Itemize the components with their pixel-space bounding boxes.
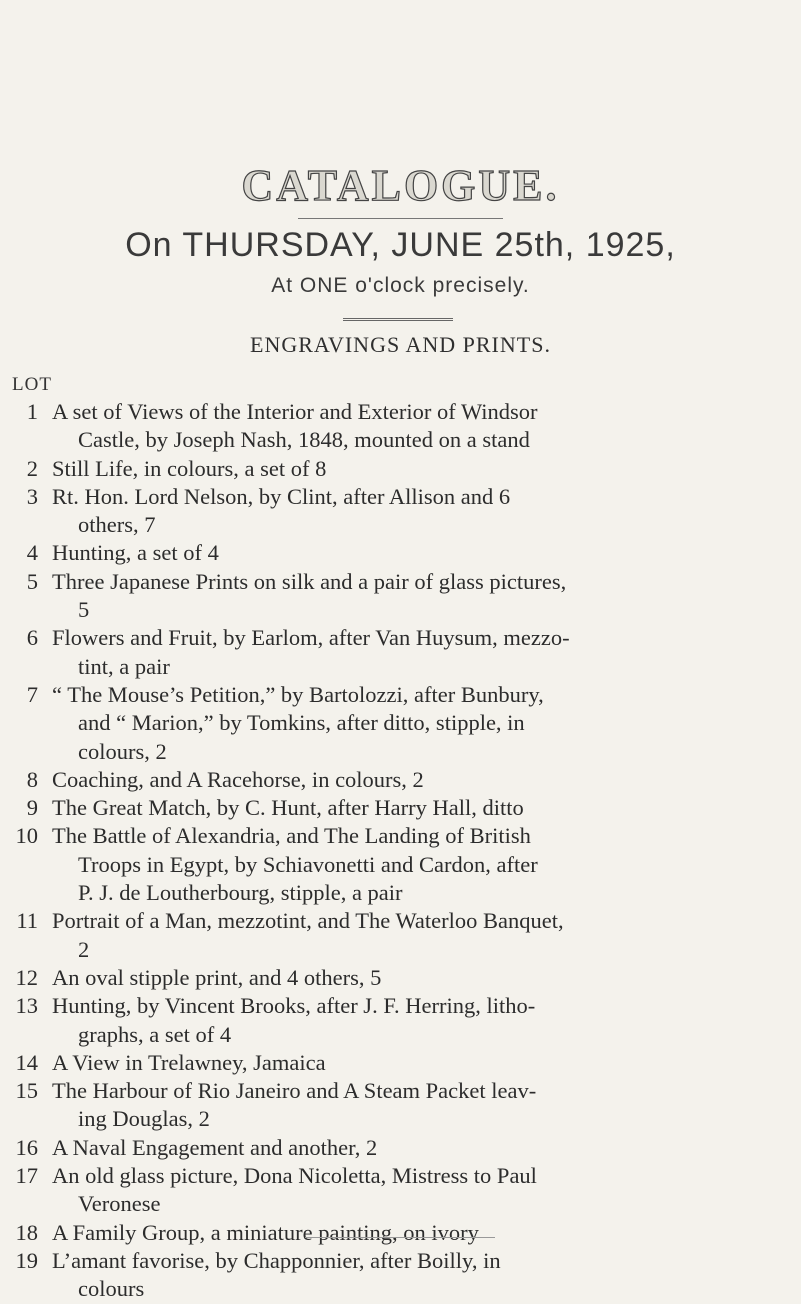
lot-number: 15 bbox=[15, 1078, 38, 1104]
lot-number: 2 bbox=[26, 455, 38, 481]
lot-entry bbox=[0, 1219, 801, 1247]
lot-description-line: ing Douglas, 2 bbox=[78, 1106, 210, 1132]
lot-entry bbox=[0, 794, 801, 822]
lot-entry bbox=[0, 1077, 801, 1134]
lot-description-line: Portrait of a Man, mezzotint, and The Waterloo Banquet, bbox=[52, 908, 564, 934]
lot-description-line: Coaching, and A Racehorse, in colours, 2 bbox=[52, 766, 424, 792]
title-rule bbox=[298, 218, 503, 219]
lot-entry bbox=[0, 398, 801, 455]
lot-description bbox=[52, 1247, 780, 1304]
lot-description bbox=[52, 681, 780, 766]
lot-description bbox=[52, 483, 780, 540]
lot-number: 19 bbox=[15, 1247, 38, 1273]
lot-entry bbox=[0, 992, 801, 1049]
lot-entry bbox=[0, 624, 801, 681]
lot-description-line: Still Life, in colours, a set of 8 bbox=[52, 455, 327, 481]
lot-description bbox=[52, 964, 780, 992]
lot-number: 4 bbox=[26, 540, 38, 566]
lot-description-line: The Great Match, by C. Hunt, after Harry Hall, ditto bbox=[52, 795, 524, 821]
lot-description-line: The Harbour of Rio Janeiro and A Steam Packet leav- bbox=[52, 1078, 537, 1104]
lot-description bbox=[52, 1077, 780, 1134]
lot-description-line: colours bbox=[78, 1276, 145, 1302]
lot-entry bbox=[0, 681, 801, 766]
lot-description bbox=[52, 794, 780, 822]
lot-description-line: Veronese bbox=[78, 1191, 161, 1217]
lot-entry bbox=[0, 1049, 801, 1077]
lot-description bbox=[52, 568, 780, 625]
lot-entry bbox=[0, 822, 801, 907]
lot-description-line: Hunting, a set of 4 bbox=[52, 540, 219, 566]
lot-column-label: LOT bbox=[12, 374, 52, 395]
lot-description-line: tint, a pair bbox=[78, 653, 170, 679]
lot-description-line: A set of Views of the Interior and Exterior of Windsor bbox=[52, 399, 538, 424]
lot-number: 9 bbox=[26, 795, 38, 821]
lot-description-line: A Naval Engagement and another, 2 bbox=[52, 1134, 378, 1160]
lot-number: 1 bbox=[26, 399, 38, 424]
lot-description-line: The Battle of Alexandria, and The Landing of British bbox=[52, 823, 531, 849]
lot-description bbox=[52, 766, 780, 794]
lot-entry bbox=[0, 766, 801, 794]
lot-list bbox=[0, 398, 801, 1304]
lot-number: 8 bbox=[26, 766, 38, 792]
lot-entry bbox=[0, 907, 801, 964]
lot-description-line: A View in Trelawney, Jamaica bbox=[52, 1049, 326, 1075]
lot-number: 6 bbox=[26, 625, 38, 651]
end-rule bbox=[305, 1237, 495, 1238]
sale-date: On THURSDAY, JUNE 25th, 1925, bbox=[125, 226, 676, 264]
lot-description-line: graphs, a set of 4 bbox=[78, 1021, 232, 1047]
lot-description bbox=[52, 1134, 780, 1162]
lot-description bbox=[52, 1162, 780, 1219]
lot-number: 18 bbox=[15, 1219, 38, 1245]
lot-description-line: Hunting, by Vincent Brooks, after J. F. Herring, litho- bbox=[52, 993, 536, 1019]
lot-entry bbox=[0, 568, 801, 625]
lot-number: 13 bbox=[15, 993, 38, 1019]
lot-entry bbox=[0, 964, 801, 992]
lot-entry bbox=[0, 1134, 801, 1162]
lot-entry bbox=[0, 483, 801, 540]
lot-description-line: 5 bbox=[78, 597, 90, 623]
lot-description-line: Rt. Hon. Lord Nelson, by Clint, after Allison and 6 bbox=[52, 483, 511, 509]
catalogue-title: CATALOGUE. bbox=[241, 161, 560, 210]
lot-description-line: and “ Marion,” by Tomkins, after ditto, stipple, in bbox=[78, 710, 525, 736]
lot-description bbox=[52, 1219, 780, 1247]
lot-description bbox=[52, 822, 780, 907]
lot-description bbox=[52, 907, 780, 964]
lot-description-line: colours, 2 bbox=[78, 738, 167, 764]
lot-entry bbox=[0, 1162, 801, 1219]
lot-number: 16 bbox=[15, 1134, 38, 1160]
lot-number: 10 bbox=[15, 823, 38, 849]
lot-description-line: P. J. de Loutherbourg, stipple, a pair bbox=[78, 880, 403, 906]
lot-entry bbox=[0, 539, 801, 567]
double-rule bbox=[343, 318, 453, 321]
lot-entry bbox=[0, 455, 801, 483]
lot-description-line: Troops in Egypt, by Schiavonetti and Cardon, after bbox=[78, 851, 538, 877]
lot-description-line: A Family Group, a miniature painting, on ivory bbox=[52, 1219, 479, 1245]
lot-description bbox=[52, 539, 780, 567]
lot-number: 3 bbox=[26, 483, 38, 509]
lot-number: 17 bbox=[15, 1163, 38, 1189]
sale-time: At ONE o'clock precisely. bbox=[271, 274, 530, 297]
lot-number: 11 bbox=[16, 908, 38, 934]
lot-description-line: 2 bbox=[78, 936, 90, 962]
lot-description-line: An oval stipple print, and 4 others, 5 bbox=[52, 964, 382, 990]
lot-description-line: others, 7 bbox=[78, 512, 156, 538]
lot-description-line: L’amant favorise, by Chapponnier, after Boilly, in bbox=[52, 1247, 501, 1273]
section-title: ENGRAVINGS AND PRINTS. bbox=[250, 332, 551, 357]
lot-description-line: An old glass picture, Dona Nicoletta, Mistress to Paul bbox=[52, 1163, 537, 1189]
lot-number: 5 bbox=[26, 568, 38, 594]
lot-description-line: “ The Mouse’s Petition,” by Bartolozzi, after Bunbury, bbox=[52, 681, 544, 707]
lot-description-line: Three Japanese Prints on silk and a pair of glass pictures, bbox=[52, 568, 567, 594]
lot-description-line: Castle, by Joseph Nash, 1848, mounted on a stand bbox=[78, 427, 530, 453]
lot-description bbox=[52, 624, 780, 681]
lot-number: 14 bbox=[15, 1049, 38, 1075]
lot-description bbox=[52, 455, 780, 483]
lot-number: 7 bbox=[26, 681, 38, 707]
lot-number: 12 bbox=[15, 964, 38, 990]
lot-description bbox=[52, 992, 780, 1049]
lot-entry bbox=[0, 1247, 801, 1304]
lot-description-line: Flowers and Fruit, by Earlom, after Van Huysum, mezzo- bbox=[52, 625, 570, 651]
lot-description bbox=[52, 398, 780, 455]
lot-description bbox=[52, 1049, 780, 1077]
